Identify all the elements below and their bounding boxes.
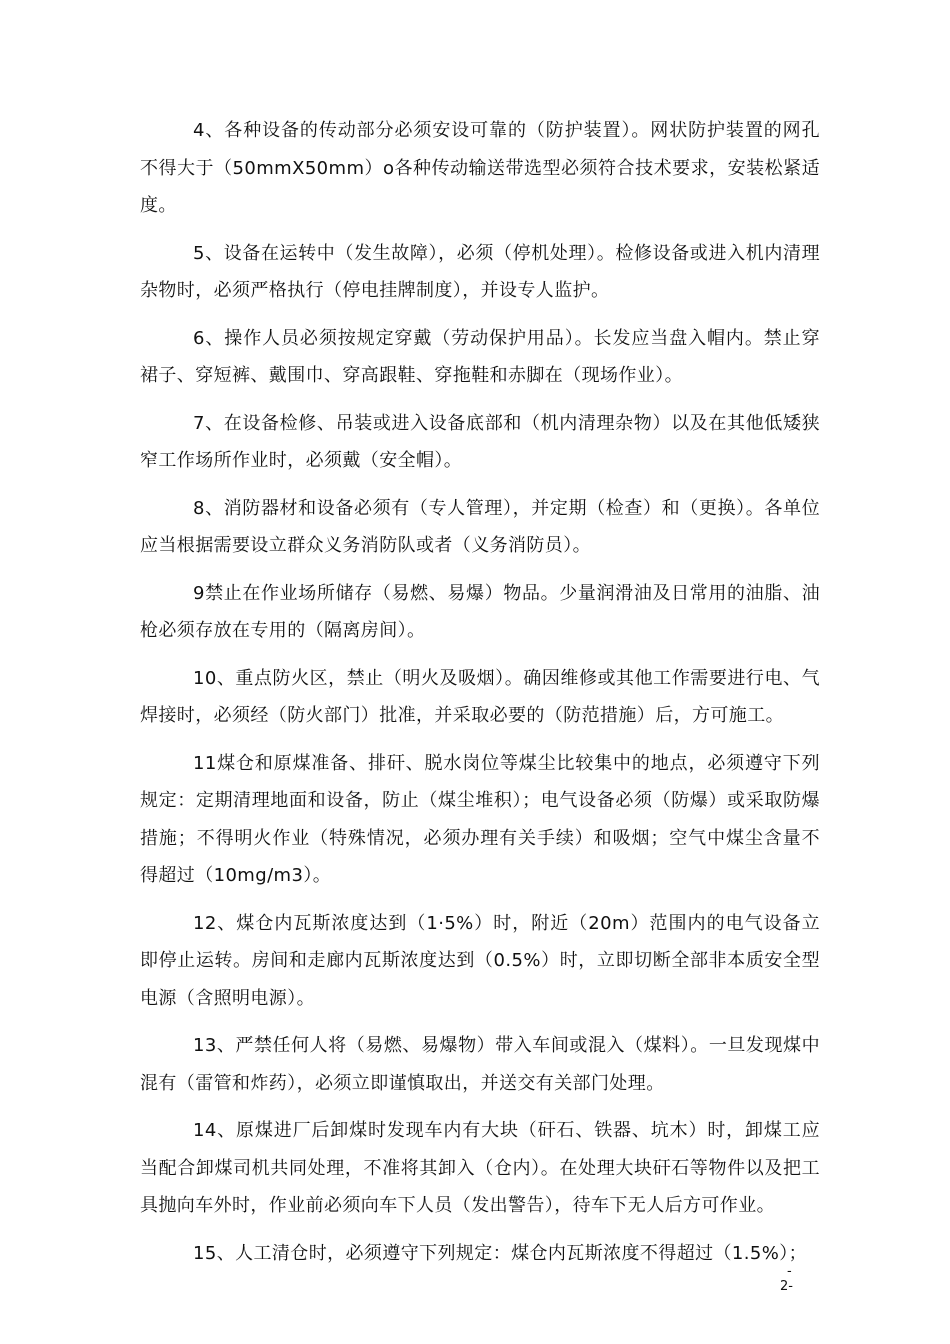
paragraph-item-7: 7、在设备检修、吊装或进入设备底部和（机内清理杂物）以及在其他低矮狭窄工作场所作业时，必须戴（安全帽）。 xyxy=(140,412,820,471)
paragraph-item-4: 4、各种设备的传动部分必须安设可靠的（防护装置）。网状防护装置的网孔不得大于（50mmX50mm）o各种传动输送带选型必须符合技术要求，安装松紧适度。 xyxy=(140,120,820,216)
page-number-dash: - xyxy=(787,1264,792,1279)
paragraph-item-6: 6、操作人员必须按规定穿戴（劳动保护用品）。长发应当盘入帽内。禁止穿裙子、穿短裤、戴围巾、穿高跟鞋、穿拖鞋和赤脚在（现场作业）。 xyxy=(140,327,820,386)
page-number xyxy=(780,1264,820,1294)
paragraph-item-5: 5、设备在运转中（发生故障），必须（停机处理）。检修设备或进入机内清理杂物时，必须严格执行（停电挂牌制度），并设专人监护。 xyxy=(140,242,820,301)
paragraph-item-9: 9禁止在作业场所储存（易燃、易爆）物品。少量润滑油及日常用的油脂、油枪必须存放在专用的（隔离房间）。 xyxy=(140,582,820,641)
paragraph-item-13: 13、严禁任何人将（易燃、易爆物）带入车间或混入（煤料）。一旦发现煤中混有（雷管和炸药），必须立即谨慎取出，并送交有关部门处理。 xyxy=(140,1035,820,1094)
page-number-value: 2- xyxy=(780,1279,793,1294)
paragraph-item-10: 10、重点防火区，禁止（明火及吸烟）。确因维修或其他工作需要进行电、气焊接时，必须经（防火部门）批准，并采取必要的（防范措施）后，方可施工。 xyxy=(140,667,820,726)
paragraph-item-8: 8、消防器材和设备必须有（专人管理），并定期（检查）和（更换）。各单位应当根据需要设立群众义务消防队或者（义务消防员）。 xyxy=(140,497,820,556)
document-body xyxy=(140,112,820,1282)
paragraph-item-14: 14、原煤进厂后卸煤时发现车内有大块（矸石、铁器、坑木）时，卸煤工应当配合卸煤司机共同处理，不准将其卸入（仓内）。在处理大块矸石等物件以及把工具抛向车外时，作业前必须向车下人员（发出警告），待车下无人后方可作业。 xyxy=(140,1120,820,1216)
paragraph-item-15: 15、人工清仓时，必须遵守下列规定：煤仓内瓦斯浓度不得超过（1.5%）； xyxy=(193,1242,808,1264)
paragraph-item-11: 11煤仓和原煤准备、排矸、脱水岗位等煤尘比较集中的地点，必须遵守下列规定：定期清理地面和设备，防止（煤尘堆积）；电气设备必须（防爆）或采取防爆措施；不得明火作业（特殊情况，必须办理有关手续）和吸烟；空气中煤尘含量不得超过（10mg/m3）。 xyxy=(140,752,820,886)
paragraph-item-12: 12、煤仓内瓦斯浓度达到（1·5%）时，附近（20m）范围内的电气设备立即停止运转。房间和走廊内瓦斯浓度达到（0.5%）时，立即切断全部非本质安全型电源（含照明电源）。 xyxy=(140,912,820,1009)
